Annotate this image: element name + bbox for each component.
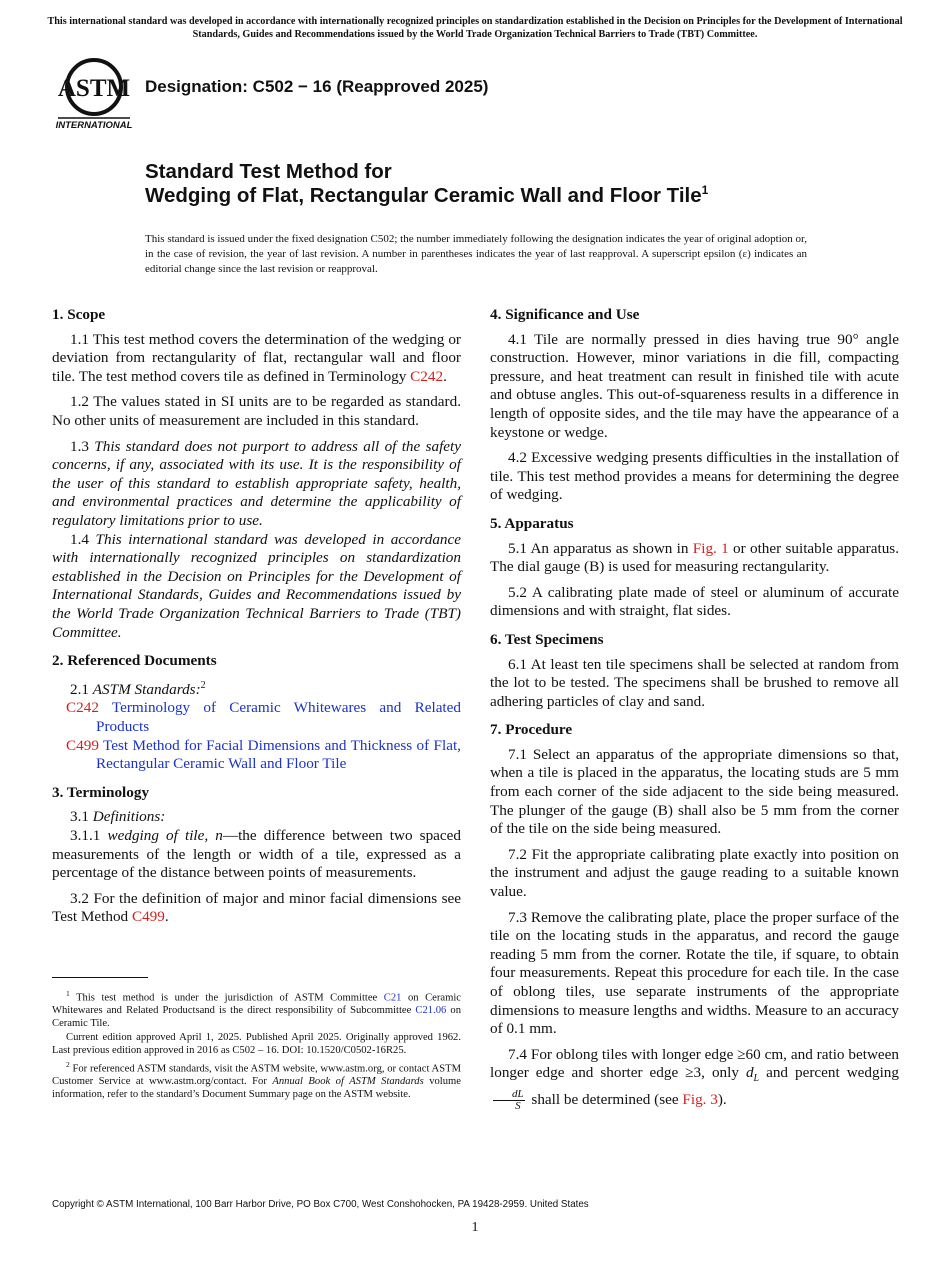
link-fig-3[interactable]: Fig. 3 [682, 1090, 718, 1108]
footnote-2 [52, 1059, 461, 1102]
paragraph-number: 1.4 [70, 530, 96, 548]
paragraph-4-2: 4.2 Excessive wedging presents difficulties in the installation of tile. This test method provides a means for determining the degree of wedging. [490, 449, 899, 504]
paragraph-5-1 [490, 540, 899, 577]
title-line-1: Standard Test Method for [145, 160, 392, 183]
paragraph-text: 1.1 This test method covers the determination of the wedging or deviation from rectangularity of flat, rectangular wall and floor tile. The test method covers tile as defined in Terminology [52, 330, 461, 385]
section-procedure [490, 721, 899, 1112]
paragraph-text: shall be determined (see [527, 1090, 683, 1108]
paragraph-text: 3.2 For the definition of major and minor facial dimensions see Test Method [52, 889, 461, 926]
footnote-text: on Ceramic Whitewares and Related Productsand is the direct responsibility of Subcommittee [52, 992, 461, 1017]
variable-subscript: L [753, 1073, 760, 1085]
reference-code[interactable]: C499 [66, 736, 99, 754]
section-referenced-documents [52, 652, 461, 774]
section-heading: 7. Procedure [490, 721, 573, 739]
footnote-1 [52, 988, 461, 1031]
paragraph-7-3: 7.3 Remove the calibrating plate, place the proper surface of the tile on the locating studs in the apparatus, and record the gauge reading 5 mm from the corner. Rotate the tile, if square, to obtain four measurements. Repeat this procedure for each tile. In the case of oblong tiles, use separate instruments of the appropriate dimensions to measure lengths and widths. Measure to an accuracy of 0.1 mm. [490, 908, 899, 1038]
paragraph-number: 1.3 [70, 437, 95, 455]
title-text: Wedging of Flat, Rectangular Ceramic Wall and Floor Tile [145, 184, 702, 207]
fraction-denominator: S [515, 1100, 521, 1112]
section-significance [490, 306, 899, 505]
paragraph-end: . [164, 908, 169, 926]
footnote-mark: 1 [66, 989, 70, 998]
paragraph-number: 3.1.1 [70, 826, 108, 844]
paragraph-text: This international standard was developed in accordance with internationally recognized principles on standardization established in the Decision on Principles for the Development of International Standards, Guides and Recommendations issued by the World Trade Organization Technical Barriers to Trade (TBT) Committee. [52, 530, 461, 641]
paragraph-end: ). [717, 1090, 727, 1108]
issuance-note: This standard is issued under the fixed designation C502; the number immediately following the designation indicates the year of original adoption or, in the case of revision, the year of last revision. A number in parentheses indicates the year of last reapproval. A superscript epsilon (ε) indicates an editorial change since the last revision or reapproval. [145, 233, 807, 275]
footnote-mark: 2 [66, 1059, 70, 1069]
link-fig-1[interactable]: Fig. 1 [692, 539, 729, 557]
section-terminology [52, 784, 461, 927]
section-heading: 6. Test Specimens [490, 630, 604, 648]
paragraph-text: 7.4 For oblong tiles with longer edge ≥60 cm, and ratio between longer edge and shorter edge ≥3, only [490, 1045, 899, 1082]
paragraph-text: ASTM Standards: [92, 680, 201, 698]
left-column [52, 306, 461, 937]
footnote-italic-text: Annual Book of ASTM Standards [272, 1075, 424, 1087]
section-test-specimens [490, 631, 899, 711]
paragraph-2-1 [52, 677, 461, 700]
reference-c499[interactable] [66, 737, 461, 774]
link-c242[interactable]: C242 [410, 367, 444, 385]
right-column [490, 306, 899, 1122]
footnotes [52, 988, 461, 1102]
wedging-fraction [493, 1089, 525, 1112]
link-c499[interactable]: C499 [131, 908, 165, 926]
section-apparatus [490, 515, 899, 621]
section-heading: 5. Apparatus [490, 514, 574, 532]
reference-code[interactable]: C242 [66, 699, 99, 717]
variable-d: d [745, 1064, 754, 1082]
link-committee-c21[interactable]: C21 [383, 992, 402, 1004]
section-heading: 2. Referenced Documents [52, 652, 217, 670]
paragraph-3-2 [52, 890, 461, 927]
paragraph-6-1: 6.1 At least ten tile specimens shall be selected at random from the lot to be tested. The specimens shall be brushed to remove all adhering particles of clay and sand. [490, 655, 899, 710]
paragraph-text: 5.1 An apparatus as shown in [508, 539, 693, 557]
paragraph-7-4 [490, 1046, 899, 1112]
title-footnote-mark: 1 [701, 183, 709, 198]
paragraph-end: . [443, 367, 447, 385]
fraction-numerator: dL [493, 1089, 525, 1101]
paragraph-3-1 [52, 808, 461, 827]
copyright-notice: Copyright © ASTM International, 100 Barr Harbor Drive, PO Box C700, West Conshohocken, PA 19428-2959. United States [52, 1199, 589, 1210]
footnote-text: on Ceramic Tile. [52, 1005, 462, 1030]
logo-text: ASTM [57, 75, 131, 102]
paragraph-text: and percent wedging [759, 1064, 899, 1082]
footnote-text: This test method is under the jurisdiction of ASTM Committee [69, 992, 384, 1004]
section-heading: 4. Significance and Use [490, 306, 640, 323]
section-scope [52, 306, 461, 642]
section-heading: 3. Terminology [52, 783, 150, 801]
title-line-2 [145, 184, 708, 208]
paragraph-number: 2.1 [70, 680, 93, 698]
link-subcommittee-c21-06[interactable]: C21.06 [415, 1005, 447, 1017]
reference-title[interactable]: Terminology of Ceramic Whitewares and Related Products [96, 699, 461, 735]
paragraph-1-4 [52, 531, 461, 643]
defined-term: wedging of tile, n [107, 826, 223, 844]
paragraph-text: This standard does not purport to address all of the safety concerns, if any, associated with its use. It is the responsibility of the user of this standard to establish appropriate safety, health, and environmental practices and determine the applicability of regulatory limitations prior to use. [52, 437, 461, 529]
reference-title[interactable]: Test Method for Facial Dimensions and Thickness of Flat, Rectangular Ceramic Wall and Floor Tile [96, 736, 461, 773]
paragraph-7-2: 7.2 Fit the appropriate calibrating plate exactly into position on the instrument and adjust the gauge reading to a suitable known value. [490, 845, 899, 901]
designation: Designation: C502 − 16 (Reapproved 2025) [145, 77, 489, 96]
paragraph-number: 3.1 [70, 808, 93, 826]
paragraph-4-1: 4.1 Tile are normally pressed in dies having true 90° angle construction. However, minor variations in die fill, compacting pressure, and heat treatment can result in finished tile with acute and obtuse angles. This out-of-squareness results in a difference in length of opposite sides, and the tile may have the appearance of a keystone or wedge. [490, 330, 899, 441]
paragraph-1-1 [52, 331, 461, 387]
paragraph-7-1: 7.1 Select an apparatus of the appropriate dimensions so that, when a tile is placed in the apparatus, the locating studs are 5 mm from each corner of the side adjacent to the side being measured. The plunger of the gauge (B) shall also be 5 mm from the corner of the tile on the side being measured. [490, 745, 899, 838]
paragraph-text: Definitions: [92, 808, 166, 826]
document-title [145, 160, 708, 208]
reference-c242[interactable] [66, 699, 461, 736]
logo-subtext: INTERNATIONAL [55, 120, 133, 131]
paragraph-end: or other suitable apparatus. The dial gauge (B) is used for measuring rectangularity. [490, 539, 899, 576]
paragraph-3-1-1 [52, 827, 461, 883]
paragraph-1-2: 1.2 The values stated in SI units are to be regarded as standard. No other units of measurement are included in this standard. [52, 393, 461, 429]
footnote-text: volume information, refer to the standard’s Document Summary page on the ASTM website. [52, 1075, 461, 1100]
section-heading: 1. Scope [52, 306, 106, 323]
footnote-text: For referenced ASTM standards, visit the ASTM website, www.astm.org, or contact ASTM Customer Service at www.astm.org/contact. For [52, 1063, 461, 1087]
top-notice: This international standard was developed in accordance with internationally recognized principles on standardization established in the Decision on Principles for the Development of International Standards, Guides and Recommendations issued by the World Trade Organization Technical Barriers to Trade (TBT) Committee. [47, 16, 903, 40]
page-number: 1 [471, 1220, 479, 1235]
paragraph-5-2: 5.2 A calibrating plate made of steel or aluminum of accurate dimensions and with straight, flat sides. [490, 583, 899, 620]
astm-logo [52, 56, 136, 132]
paragraph-text: —the difference between two spaced measurements of the length or width of a tile, expressed as a percentage of the distance between points of measurements. [52, 826, 461, 882]
footnote-mark: 2 [200, 679, 206, 691]
paragraph-1-3 [52, 438, 461, 531]
footnote-1-edition: Current edition approved April 1, 2025. Published April 2025. Originally approved 1962. Last previous edition approved in 2016 as C502 – 16. DOI: 10.1520/C0502-16R25. [52, 1031, 461, 1056]
footnote-divider [52, 977, 148, 978]
